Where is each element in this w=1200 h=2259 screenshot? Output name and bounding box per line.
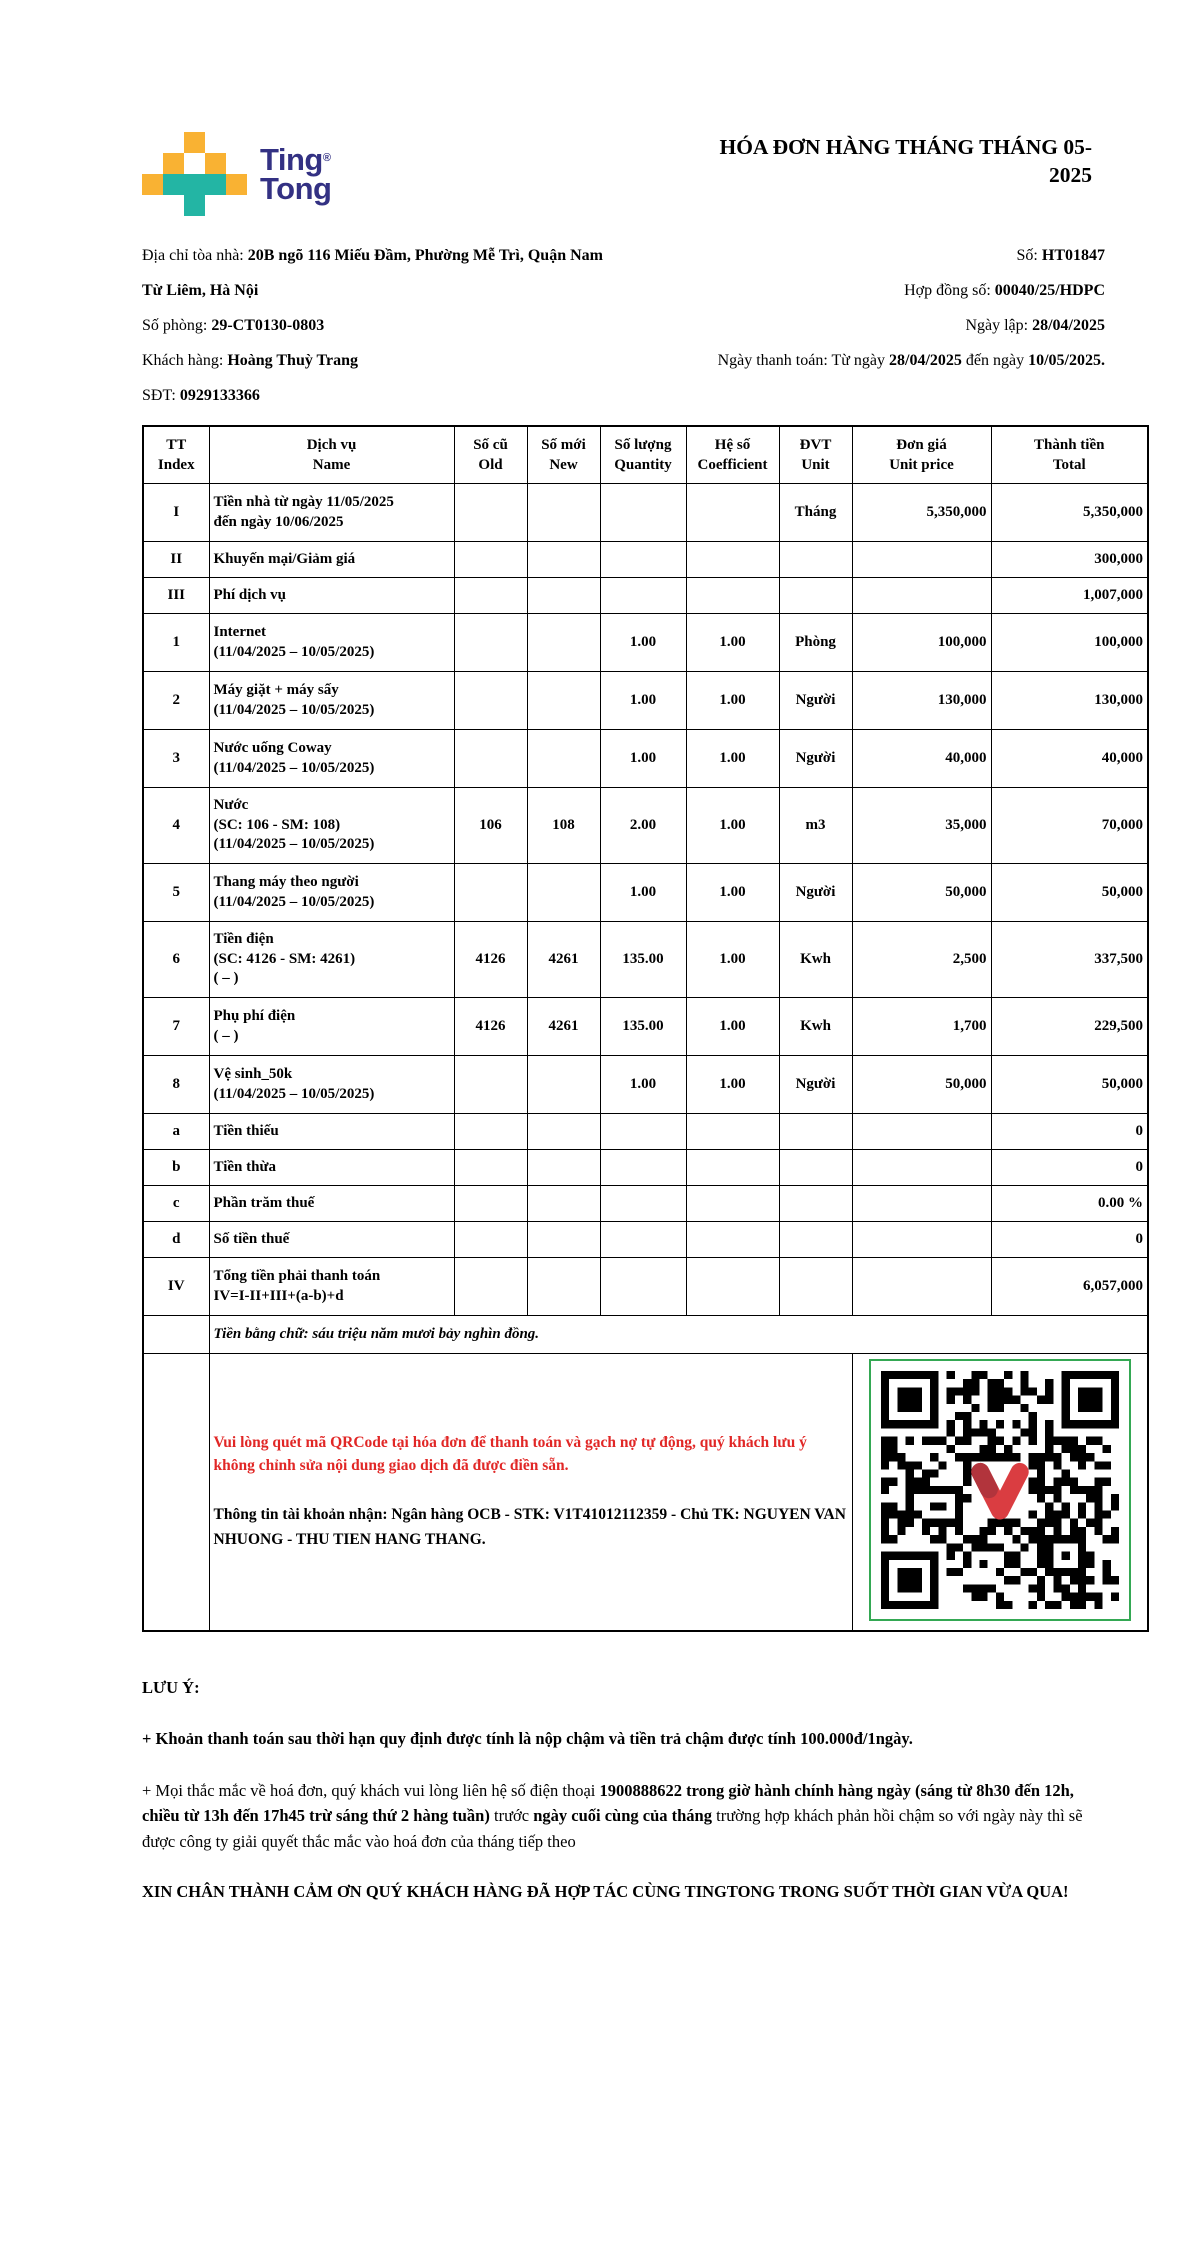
- old-reading: [454, 1114, 527, 1150]
- old-reading: [454, 864, 527, 922]
- row-total: 6,057,000: [991, 1258, 1148, 1316]
- new-reading: [527, 1258, 600, 1316]
- new-reading: [527, 578, 600, 614]
- new-reading: [527, 484, 600, 542]
- quantity: 1.00: [600, 1056, 686, 1114]
- service-name-line: Vệ sinh_50k: [213, 1066, 293, 1082]
- unit-price: 5,350,000: [852, 484, 991, 542]
- coefficient: [686, 578, 779, 614]
- amount-in-words-row: [143, 1316, 1148, 1354]
- service-name-line: Tiền thừa: [213, 1158, 276, 1175]
- new-reading: [527, 1186, 600, 1222]
- unit: [779, 1222, 852, 1258]
- logo-pixel: [184, 195, 205, 216]
- invoice-header: [142, 132, 1092, 216]
- row-total: 130,000: [991, 672, 1148, 730]
- row-total: 0.00 %: [991, 1186, 1148, 1222]
- new-reading: [527, 1150, 600, 1186]
- logo-pixel: [226, 174, 247, 195]
- row-total: 5,350,000: [991, 484, 1148, 542]
- invoice-table-body: [143, 484, 1148, 1632]
- logo-word-tong: Tong: [260, 171, 332, 206]
- quantity: 1.00: [600, 672, 686, 730]
- quantity: 2.00: [600, 788, 686, 864]
- service-name: [209, 1186, 454, 1222]
- service-name-line: Phụ phí điện: [213, 1008, 296, 1024]
- old-reading: [454, 484, 527, 542]
- row-index: b: [143, 1150, 209, 1186]
- tingtong-logo: [142, 132, 331, 216]
- row-total: 0: [991, 1150, 1148, 1186]
- new-reading: 108: [527, 788, 600, 864]
- payment-qr-code: [869, 1359, 1131, 1621]
- column-header: Đơn giá Unit price: [852, 426, 991, 484]
- service-name: [209, 998, 454, 1056]
- column-header: ĐVT Unit: [779, 426, 852, 484]
- service-name: [209, 484, 454, 542]
- service-name-line: Thang máy theo người: [213, 874, 359, 890]
- quantity: [600, 1114, 686, 1150]
- unit-price: 2,500: [852, 922, 991, 998]
- service-name: [209, 788, 454, 864]
- table-row: [143, 1150, 1148, 1186]
- issue-date: Ngày lập: 28/04/2025: [965, 317, 1105, 334]
- row-total: 0: [991, 1222, 1148, 1258]
- unit-price: [852, 1114, 991, 1150]
- column-header: Hệ số Coefficient: [686, 426, 779, 484]
- old-reading: [454, 1258, 527, 1316]
- customer-phone: SĐT: 0929133366: [142, 387, 260, 404]
- logo-pixel: [142, 174, 163, 195]
- coefficient: [686, 1258, 779, 1316]
- coefficient: [686, 1222, 779, 1258]
- old-reading: [454, 542, 527, 578]
- service-name-line: Phí dịch vụ: [213, 586, 287, 603]
- unit-price: 50,000: [852, 1056, 991, 1114]
- table-row: [143, 614, 1148, 672]
- column-header: Thành tiền Total: [991, 426, 1148, 484]
- customer-name: Khách hàng: Hoàng Thuỳ Trang: [142, 352, 359, 369]
- row-index: 5: [143, 864, 209, 922]
- coefficient: 1.00: [686, 788, 779, 864]
- old-reading: [454, 1222, 527, 1258]
- row-index: 3: [143, 730, 209, 788]
- logo-pixel: [205, 174, 226, 195]
- service-name: [209, 1222, 454, 1258]
- unit-price: [852, 1186, 991, 1222]
- tingtong-logo-icon: [142, 132, 247, 216]
- logo-word-ting: Ting: [260, 141, 323, 177]
- service-name: [209, 730, 454, 788]
- unit: Người: [779, 730, 852, 788]
- row-index: [143, 1354, 209, 1632]
- unit-price: 130,000: [852, 672, 991, 730]
- new-reading: [527, 730, 600, 788]
- customer-info: [142, 238, 617, 413]
- service-name-line: ( – ): [213, 970, 239, 987]
- note-late-payment: + Khoản thanh toán sau thời hạn quy định được tính là nộp chậm và tiền trả chậm được tính 100.000đ/1ngày.: [142, 1729, 913, 1748]
- row-total: 1,007,000: [991, 578, 1148, 614]
- unit: Phòng: [779, 614, 852, 672]
- service-name-line: (11/04/2025 – 10/05/2025): [213, 893, 375, 910]
- unit: [779, 1150, 852, 1186]
- unit: [779, 1114, 852, 1150]
- table-row: [143, 730, 1148, 788]
- registered-mark: ®: [322, 151, 331, 164]
- table-row: [143, 1114, 1148, 1150]
- invoice-info: [142, 238, 1105, 413]
- service-name-line: (11/04/2025 – 10/05/2025): [213, 836, 375, 853]
- table-row: [143, 922, 1148, 998]
- service-name: [209, 672, 454, 730]
- unit-price: [852, 542, 991, 578]
- quantity: 1.00: [600, 614, 686, 672]
- unit-price: 1,700: [852, 998, 991, 1056]
- invoice-table: [142, 425, 1149, 1632]
- service-name-line: (11/04/2025 – 10/05/2025): [213, 759, 375, 776]
- service-name-line: IV=I-II+III+(a-b)+d: [213, 1287, 344, 1304]
- service-name-line: Nước: [213, 797, 249, 814]
- row-total: 50,000: [991, 1056, 1148, 1114]
- old-reading: [454, 614, 527, 672]
- quantity: 1.00: [600, 730, 686, 788]
- table-row: [143, 1258, 1148, 1316]
- logo-pixel: [184, 132, 205, 153]
- service-name-line: Tiền nhà từ ngày 11/05/2025: [213, 494, 394, 510]
- row-total: 300,000: [991, 542, 1148, 578]
- new-reading: 4261: [527, 998, 600, 1056]
- service-name-line: Máy giặt + máy sấy: [213, 682, 339, 698]
- unit: Tháng: [779, 484, 852, 542]
- table-row: [143, 1056, 1148, 1114]
- amount-in-words: Tiền bằng chữ: sáu triệu năm mươi bảy nghìn đồng.: [209, 1316, 1148, 1354]
- new-reading: [527, 1056, 600, 1114]
- unit-price: 40,000: [852, 730, 991, 788]
- row-index: 2: [143, 672, 209, 730]
- service-name-line: Khuyến mại/Giảm giá: [213, 550, 356, 567]
- service-name: [209, 578, 454, 614]
- column-header: Số mới New: [527, 426, 600, 484]
- logo-pixel: [205, 153, 226, 174]
- old-reading: [454, 730, 527, 788]
- invoice-title: HÓA ĐƠN HÀNG THÁNG THÁNG 05-2025: [719, 135, 1092, 187]
- coefficient: [686, 1150, 779, 1186]
- payment-period: Ngày thanh toán: Từ ngày 28/04/2025 đến ngày 10/05/2025.: [717, 352, 1105, 369]
- room-number: Số phòng: 29-CT0130-0803: [142, 317, 325, 334]
- quantity: [600, 484, 686, 542]
- quantity: [600, 1258, 686, 1316]
- notes-section: [142, 1678, 1105, 1905]
- unit: Người: [779, 864, 852, 922]
- unit: [779, 542, 852, 578]
- service-name: [209, 614, 454, 672]
- vietqr-v-icon: [980, 1471, 989, 1488]
- row-total: 0: [991, 1114, 1148, 1150]
- qr-instruction-text: Vui lòng quét mã QRCode tại hóa đơn để thanh toán và gạch nợ tự động, quý khách lưu ý không chỉnh sửa nội dung giao dịch đã được điền sẵn.: [213, 1433, 807, 1475]
- table-row: [143, 864, 1148, 922]
- row-total: 50,000: [991, 864, 1148, 922]
- qr-code-image: [881, 1371, 1119, 1609]
- service-name-line: (SC: 106 - SM: 108): [213, 816, 341, 833]
- row-index: II: [143, 542, 209, 578]
- service-name-line: đến ngày 10/06/2025: [213, 513, 344, 530]
- column-header: Số cũ Old: [454, 426, 527, 484]
- logo-pixel: [163, 174, 184, 195]
- coefficient: 1.00: [686, 1056, 779, 1114]
- row-index: 7: [143, 998, 209, 1056]
- row-index: IV: [143, 1258, 209, 1316]
- logo-pixel: [184, 174, 205, 195]
- tingtong-wordmark: [260, 141, 332, 206]
- unit: Kwh: [779, 998, 852, 1056]
- table-row: [143, 578, 1148, 614]
- service-name-line: Phần trăm thuế: [213, 1194, 315, 1211]
- row-total: 40,000: [991, 730, 1148, 788]
- unit: [779, 578, 852, 614]
- notes-heading: LƯU Ý:: [142, 1678, 200, 1697]
- unit: [779, 1258, 852, 1316]
- quantity: 1.00: [600, 864, 686, 922]
- row-total: 100,000: [991, 614, 1148, 672]
- service-name-line: Nước uống Coway: [213, 740, 332, 756]
- column-header: Dịch vụ Name: [209, 426, 454, 484]
- row-index: d: [143, 1222, 209, 1258]
- new-reading: [527, 864, 600, 922]
- quantity: [600, 542, 686, 578]
- quantity: [600, 1186, 686, 1222]
- building-address: Địa chỉ tòa nhà: 20B ngõ 116 Miếu Đầm, Phường Mễ Trì, Quận Nam Từ Liêm, Hà Nội: [142, 247, 603, 299]
- invoice-number: Số: HT01847: [1016, 247, 1105, 264]
- new-reading: [527, 542, 600, 578]
- logo-pixel: [163, 153, 184, 174]
- service-name-line: Tổng tiền phải thanh toán: [213, 1268, 381, 1284]
- qr-code-cell: [852, 1354, 1148, 1632]
- service-name: [209, 864, 454, 922]
- service-name-line: (11/04/2025 – 10/05/2025): [213, 643, 375, 660]
- service-name: [209, 1114, 454, 1150]
- table-header-row: [143, 426, 1148, 484]
- old-reading: [454, 578, 527, 614]
- new-reading: [527, 1114, 600, 1150]
- invoice-meta: [617, 238, 1105, 413]
- coefficient: [686, 1186, 779, 1222]
- unit-price: 50,000: [852, 864, 991, 922]
- coefficient: 1.00: [686, 672, 779, 730]
- old-reading: 4126: [454, 998, 527, 1056]
- old-reading: [454, 1186, 527, 1222]
- thanks-message: XIN CHÂN THÀNH CẢM ƠN QUÝ KHÁCH HÀNG ĐÃ HỢP TÁC CÙNG TINGTONG TRONG SUỐT THỜI GIAN VỪA QUA!: [142, 1882, 1069, 1902]
- note-hotline: + Mọi thắc mắc về hoá đơn, quý khách vui lòng liên hệ số điện thoại 1900888622 trong giờ hành chính hàng ngày (sáng từ 8h30 đến 12h, chiều từ 13h đến 17h45 trừ sáng thứ 2 hàng tuần) trước ngày cuối cùng của tháng trường hợp khách phản hồi chậm so với ngày này thì sẽ được công ty giải quyết thắc mắc vào hoá đơn của tháng tiếp theo: [142, 1780, 1083, 1851]
- old-reading: [454, 672, 527, 730]
- service-name: [209, 542, 454, 578]
- quantity: 135.00: [600, 998, 686, 1056]
- service-name-line: Internet: [213, 624, 266, 640]
- row-index: III: [143, 578, 209, 614]
- old-reading: [454, 1056, 527, 1114]
- old-reading: 4126: [454, 922, 527, 998]
- unit: Kwh: [779, 922, 852, 998]
- table-row: [143, 1222, 1148, 1258]
- row-total: 337,500: [991, 922, 1148, 998]
- table-row: [143, 542, 1148, 578]
- account-info: Thông tin tài khoản nhận: Ngân hàng OCB - STK: V1T41012112359 - Chủ TK: NGUYEN VAN NHUONG - THU TIEN HANG THANG.: [213, 1506, 846, 1549]
- service-name-line: (11/04/2025 – 10/05/2025): [213, 1085, 375, 1102]
- old-reading: [454, 1150, 527, 1186]
- service-name: [209, 922, 454, 998]
- row-index: c: [143, 1186, 209, 1222]
- invoice-table-header: [143, 426, 1148, 484]
- row-index: a: [143, 1114, 209, 1150]
- unit-price: [852, 1222, 991, 1258]
- row-index: 6: [143, 922, 209, 998]
- payment-instructions: [209, 1354, 852, 1632]
- coefficient: 1.00: [686, 730, 779, 788]
- row-index: I: [143, 484, 209, 542]
- unit-price: 35,000: [852, 788, 991, 864]
- row-total: 229,500: [991, 998, 1148, 1056]
- row-index: 4: [143, 788, 209, 864]
- unit-price: 100,000: [852, 614, 991, 672]
- service-name: [209, 1056, 454, 1114]
- coefficient: [686, 1114, 779, 1150]
- service-name: [209, 1258, 454, 1316]
- coefficient: 1.00: [686, 614, 779, 672]
- table-row: [143, 998, 1148, 1056]
- payment-row: [143, 1354, 1148, 1632]
- row-index: 8: [143, 1056, 209, 1114]
- service-name-line: ( – ): [213, 1027, 239, 1044]
- new-reading: [527, 614, 600, 672]
- quantity: [600, 1222, 686, 1258]
- coefficient: [686, 542, 779, 578]
- coefficient: 1.00: [686, 922, 779, 998]
- coefficient: 1.00: [686, 864, 779, 922]
- unit-price: [852, 1258, 991, 1316]
- unit: m3: [779, 788, 852, 864]
- coefficient: 1.00: [686, 998, 779, 1056]
- table-row: [143, 484, 1148, 542]
- new-reading: [527, 1222, 600, 1258]
- quantity: [600, 578, 686, 614]
- service-name-line: Tiền điện: [213, 931, 274, 948]
- unit: Người: [779, 1056, 852, 1114]
- row-index: [143, 1316, 209, 1354]
- table-row: [143, 788, 1148, 864]
- quantity: 135.00: [600, 922, 686, 998]
- unit: Người: [779, 672, 852, 730]
- service-name-line: (11/04/2025 – 10/05/2025): [213, 701, 375, 718]
- table-row: [143, 1186, 1148, 1222]
- row-total: 70,000: [991, 788, 1148, 864]
- service-name-line: Số tiền thuế: [213, 1230, 290, 1247]
- unit-price: [852, 1150, 991, 1186]
- service-name: [209, 1150, 454, 1186]
- quantity: [600, 1150, 686, 1186]
- old-reading: 106: [454, 788, 527, 864]
- service-name-line: Tiền thiếu: [213, 1122, 279, 1139]
- column-header: TT Index: [143, 426, 209, 484]
- unit: [779, 1186, 852, 1222]
- service-name-line: (SC: 4126 - SM: 4261): [213, 950, 356, 967]
- coefficient: [686, 484, 779, 542]
- column-header: Số lượng Quantity: [600, 426, 686, 484]
- row-index: 1: [143, 614, 209, 672]
- new-reading: [527, 672, 600, 730]
- new-reading: 4261: [527, 922, 600, 998]
- contract-number: Hợp đồng số: 00040/25/HDPC: [904, 282, 1105, 299]
- unit-price: [852, 578, 991, 614]
- table-row: [143, 672, 1148, 730]
